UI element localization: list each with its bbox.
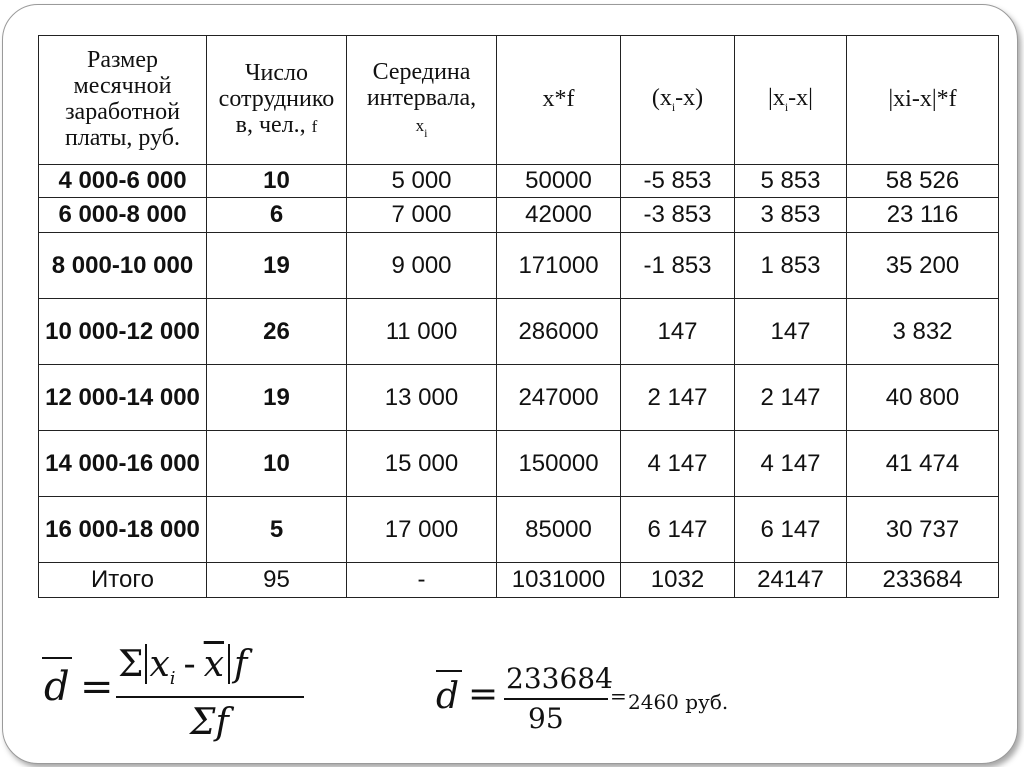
cell-absdev: 1 853 <box>735 233 847 299</box>
result-denominator: 95 <box>528 702 564 735</box>
table-row <box>39 233 999 299</box>
header-abs-deviation-f: |xi-x|*f <box>847 36 999 165</box>
result-d: d <box>436 676 460 717</box>
cell-f: 19 <box>207 233 347 299</box>
cell-absdevf: 41 474 <box>847 431 999 497</box>
cell-dev: 6 147 <box>621 497 735 563</box>
cell-absdevf: 35 200 <box>847 233 999 299</box>
cell-absdev: 4 147 <box>735 431 847 497</box>
header-employees-line-3: в, чел., <box>235 111 312 138</box>
cell-absdevf: 40 800 <box>847 365 999 431</box>
cell-range: 8 000-10 000 <box>39 233 207 299</box>
header-midpoint-line-2: интервала, <box>366 85 477 112</box>
cell-absdevf: 30 737 <box>847 497 999 563</box>
header-employees-var: f <box>311 116 318 136</box>
total-label: Итого <box>39 563 207 598</box>
header-deviation <box>621 36 735 165</box>
cell-f: 10 <box>207 165 347 198</box>
table-row <box>39 198 999 233</box>
header-salary-line-2: месячной <box>73 73 172 100</box>
mad-result <box>432 660 762 740</box>
cell-xf: 50000 <box>497 165 621 198</box>
header-deviation-close: -x) <box>675 85 704 112</box>
d-bar <box>42 657 72 659</box>
abs-left-bar <box>145 644 147 684</box>
total-x: - <box>347 563 497 598</box>
header-salary-line-4: платы, руб. <box>64 124 181 151</box>
cell-absdev: 5 853 <box>735 165 847 198</box>
result-value: 2460 руб. <box>628 690 729 714</box>
result-d-bar <box>436 670 462 672</box>
cell-x: 11 000 <box>347 299 497 365</box>
cell-x: 7 000 <box>347 198 497 233</box>
cell-f: 19 <box>207 365 347 431</box>
header-deviation-sub: i <box>671 99 676 114</box>
formula-minus: - <box>183 644 196 685</box>
cell-range: 16 000-18 000 <box>39 497 207 563</box>
header-midpoint <box>347 36 497 165</box>
cell-absdev: 147 <box>735 299 847 365</box>
table-row <box>39 299 999 365</box>
cell-xf: 247000 <box>497 365 621 431</box>
table-row <box>39 365 999 431</box>
total-absdevf: 233684 <box>847 563 999 598</box>
header-abs-deviation-sub: i <box>784 99 789 114</box>
total-dev: 1032 <box>621 563 735 598</box>
header-xf: x*f <box>497 36 621 165</box>
cell-absdev: 6 147 <box>735 497 847 563</box>
cell-dev: 147 <box>621 299 735 365</box>
cell-x: 13 000 <box>347 365 497 431</box>
result-numerator: 233684 <box>506 662 613 695</box>
abs-right-bar <box>228 644 230 684</box>
cell-x: 9 000 <box>347 233 497 299</box>
cell-dev: -5 853 <box>621 165 735 198</box>
table-row <box>39 165 999 198</box>
cell-absdevf: 58 526 <box>847 165 999 198</box>
cell-absdevf: 23 116 <box>847 198 999 233</box>
header-employees-line-2: сотруднико <box>218 86 335 113</box>
formula-d: d <box>44 664 70 710</box>
header-midpoint-sub: i <box>424 125 428 140</box>
formula-denominator: Σf <box>190 702 229 743</box>
cell-f: 6 <box>207 198 347 233</box>
header-midpoint-line-1: Середина <box>372 59 471 86</box>
cell-x: 5 000 <box>347 165 497 198</box>
variation-table <box>38 35 999 598</box>
result-equals-2: = <box>610 684 627 708</box>
cell-range: 14 000-16 000 <box>39 431 207 497</box>
cell-absdevf: 3 832 <box>847 299 999 365</box>
cell-range: 12 000-14 000 <box>39 365 207 431</box>
total-absdev: 24147 <box>735 563 847 598</box>
cell-absdev: 3 853 <box>735 198 847 233</box>
cell-xf: 150000 <box>497 431 621 497</box>
header-midpoint-var: x <box>415 116 425 136</box>
header-deviation-open: (x <box>651 85 672 112</box>
header-abs-deviation-open: |x <box>768 85 785 112</box>
cell-range: 4 000-6 000 <box>39 165 207 198</box>
cell-f: 10 <box>207 431 347 497</box>
cell-range: 10 000-12 000 <box>39 299 207 365</box>
header-salary-line-3: заработной <box>65 99 180 125</box>
fraction-line <box>116 696 304 698</box>
total-f: 95 <box>207 563 347 598</box>
table-row <box>39 431 999 497</box>
cell-xf: 286000 <box>497 299 621 365</box>
total-xf: 1031000 <box>497 563 621 598</box>
cell-xf: 42000 <box>497 198 621 233</box>
cell-xf: 85000 <box>497 497 621 563</box>
table-row <box>39 497 999 563</box>
cell-absdev: 2 147 <box>735 365 847 431</box>
result-fraction-line <box>504 698 608 700</box>
mad-formula <box>40 636 280 756</box>
sum-sign: Σ <box>118 644 144 685</box>
formula-equals: = <box>80 664 114 710</box>
cell-range: 6 000-8 000 <box>39 198 207 233</box>
formula-xi: x <box>149 644 170 685</box>
cell-f: 26 <box>207 299 347 365</box>
header-salary <box>39 36 207 165</box>
header-employees-line-1: Число <box>244 60 309 87</box>
cell-x: 17 000 <box>347 497 497 563</box>
header-row <box>39 36 999 165</box>
cell-dev: -3 853 <box>621 198 735 233</box>
header-employees <box>207 36 347 165</box>
cell-x: 15 000 <box>347 431 497 497</box>
formula-numerator <box>118 644 247 690</box>
header-abs-deviation-close: -x| <box>788 85 813 112</box>
formula-xbar: $\overline{x}$ <box>203 644 225 685</box>
formula-f: f <box>234 644 248 685</box>
cell-dev: 2 147 <box>621 365 735 431</box>
cell-xf: 171000 <box>497 233 621 299</box>
cell-dev: 4 147 <box>621 431 735 497</box>
result-equals: = <box>468 674 499 715</box>
cell-dev: -1 853 <box>621 233 735 299</box>
formula-xi-sub: i <box>169 668 176 689</box>
header-salary-line-1: Размер <box>87 47 158 74</box>
header-abs-deviation <box>735 36 847 165</box>
total-row <box>39 563 999 598</box>
cell-f: 5 <box>207 497 347 563</box>
